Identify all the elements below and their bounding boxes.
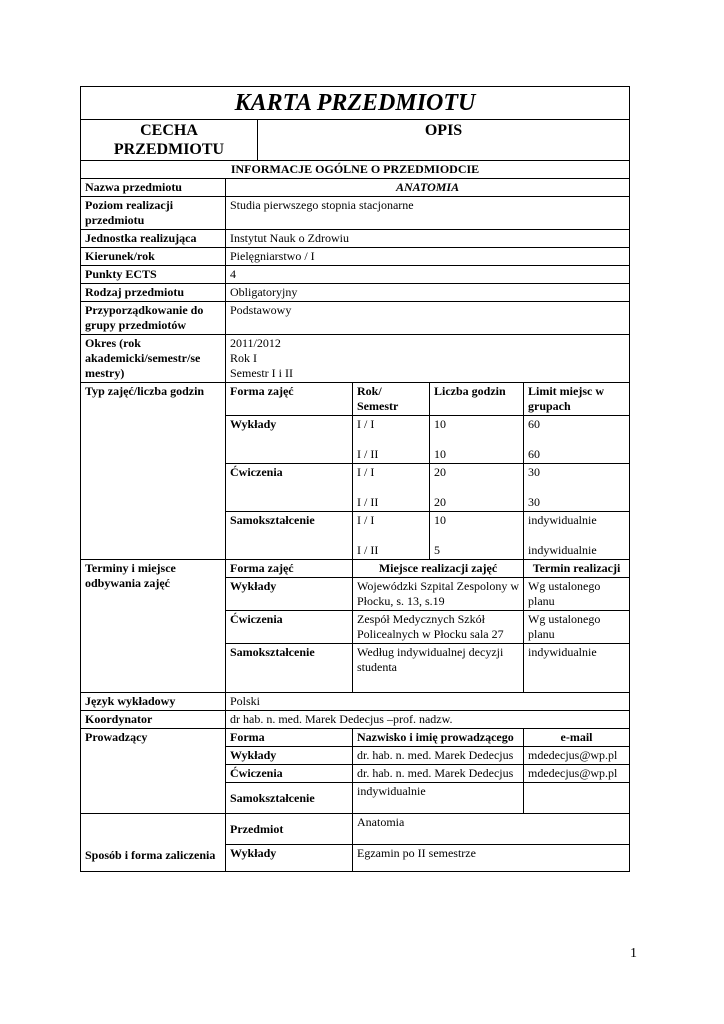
value-field-year: Pielęgniarstwo / I (226, 248, 630, 266)
value-unit: Instytut Nauk o Zdrowiu (226, 230, 630, 248)
label-group: Przyporządkowanie do grupy przedmiotów (81, 302, 226, 335)
terminy-term: Wg ustalonego planu (524, 611, 630, 644)
label-coordinator: Koordynator (81, 711, 226, 729)
typ-header-form: Forma zajęć (226, 383, 353, 416)
typ-header-year-semester: Rok/ Semestr (353, 383, 430, 416)
prow-email: mdedecjus@wp.pl (524, 765, 630, 783)
zal-form-lectures: Wykłady (226, 845, 353, 872)
label-instructors: Prowadzący (81, 729, 226, 814)
typ-hours-2: 5 (434, 543, 440, 557)
terminy-term: Wg ustalonego planu (524, 578, 630, 611)
typ-hours-2: 10 (434, 447, 446, 461)
prow-name: indywidualnie (353, 783, 524, 814)
typ-year-2: I / II (357, 447, 379, 461)
prow-form-exercises: Ćwiczenia (226, 765, 353, 783)
typ-limit-1: 30 (528, 465, 540, 479)
label-language: Język wykładowy (81, 693, 226, 711)
value-period-year: 2011/2012 (230, 336, 281, 350)
terminy-term: indywidualnie (524, 644, 630, 693)
value-ects: 4 (226, 266, 630, 284)
terminy-place: Zespół Medycznych Szkół Policealnych w Płocku sala 27 (353, 611, 524, 644)
value-period (226, 335, 630, 383)
value-course-type: Obligatoryjny (226, 284, 630, 302)
typ-year-1: I / I (357, 465, 375, 479)
typ-year-2: I / II (357, 543, 379, 557)
typ-form-exercises: Ćwiczenia (226, 464, 353, 512)
value-group: Podstawowy (226, 302, 630, 335)
terminy-form-exercises: Ćwiczenia (226, 611, 353, 644)
terminy-header-place: Miejsce realizacji zajęć (353, 560, 524, 578)
terminy-form-self-study: Samokształcenie (226, 644, 353, 693)
typ-year-1: I / I (357, 513, 375, 527)
value-course-name: ANATOMIA (226, 179, 630, 197)
typ-limit-2: 30 (528, 495, 540, 509)
typ-form-lectures: Wykłady (226, 416, 353, 464)
label-course-type: Rodzaj przedmiotu (81, 284, 226, 302)
terminy-header-form: Forma zajęć (226, 560, 353, 578)
typ-limit-1: indywidualnie (528, 513, 597, 527)
value-coordinator: dr hab. n. med. Marek Dedecjus –prof. nadzw. (226, 711, 630, 729)
prow-header-email: e-mail (524, 729, 630, 747)
value-level: Studia pierwszego stopnia stacjonarne (226, 197, 630, 230)
prow-email: mdedecjus@wp.pl (524, 747, 630, 765)
prow-name: dr. hab. n. med. Marek Dedecjus (353, 765, 524, 783)
value-period-course-year: Rok I (230, 351, 257, 365)
header-feature: CECHA PRZEDMIOTU (81, 120, 258, 161)
prow-header-name: Nazwisko i imię prowadzącego (353, 729, 524, 747)
typ-form-self-study: Samokształcenie (226, 512, 353, 560)
zal-form-course: Przedmiot (226, 814, 353, 845)
typ-limit-1: 60 (528, 417, 540, 431)
table-row (81, 814, 630, 845)
value-language: Polski (226, 693, 630, 711)
label-class-type-hours: Typ zajęć/liczba godzin (81, 383, 226, 560)
typ-limit-2: 60 (528, 447, 540, 461)
typ-year-cell (353, 512, 430, 560)
typ-year-cell (353, 464, 430, 512)
label-course-name: Nazwa przedmiotu (81, 179, 226, 197)
label-ects: Punkty ECTS (81, 266, 226, 284)
typ-hours-cell (430, 416, 524, 464)
course-card-table (80, 86, 630, 872)
typ-year-cell (353, 416, 430, 464)
label-assessment: Sposób i forma zaliczenia (81, 814, 226, 872)
typ-hours-1: 20 (434, 465, 446, 479)
value-period-semesters: Semestr I i II (230, 366, 293, 380)
typ-limit-2: indywidualnie (528, 543, 597, 557)
typ-header-limit: Limit miejsc w grupach (524, 383, 630, 416)
typ-limit-cell (524, 416, 630, 464)
typ-limit-cell (524, 464, 630, 512)
terminy-place: Według indywidualnej decyzji studenta (353, 644, 524, 693)
typ-hours-1: 10 (434, 513, 446, 527)
typ-hours-2: 20 (434, 495, 446, 509)
page-number: 1 (630, 946, 637, 961)
typ-header-hours: Liczba godzin (430, 383, 524, 416)
typ-hours-1: 10 (434, 417, 446, 431)
section-general-info: INFORMACJE OGÓLNE O PRZEDMIODCIE (81, 161, 630, 179)
course-card (80, 86, 629, 872)
terminy-header-term: Termin realizacji (524, 560, 630, 578)
label-schedule-place: Terminy i miejsce odbywania zajęć (81, 560, 226, 693)
header-description: OPIS (258, 120, 630, 161)
document-title: KARTA PRZEDMIOTU (81, 87, 630, 120)
typ-hours-cell (430, 512, 524, 560)
zal-value-course: Anatomia (353, 814, 630, 845)
typ-year-2: I / II (357, 495, 379, 509)
prow-form-lectures: Wykłady (226, 747, 353, 765)
prow-header-form: Forma (226, 729, 353, 747)
label-level: Poziom realizacji przedmiotu (81, 197, 226, 230)
typ-hours-cell (430, 464, 524, 512)
terminy-form-lectures: Wykłady (226, 578, 353, 611)
label-period: Okres (rok akademicki/semestr/se mestry) (81, 335, 226, 383)
terminy-place: Wojewódzki Szpital Zespolony w Płocku, s. 13, s.19 (353, 578, 524, 611)
zal-value-lectures: Egzamin po II semestrze (353, 845, 630, 872)
typ-limit-cell (524, 512, 630, 560)
label-unit: Jednostka realizująca (81, 230, 226, 248)
prow-form-self-study: Samokształcenie (226, 783, 353, 814)
typ-year-1: I / I (357, 417, 375, 431)
label-field-year: Kierunek/rok (81, 248, 226, 266)
prow-name: dr. hab. n. med. Marek Dedecjus (353, 747, 524, 765)
prow-email (524, 783, 630, 814)
